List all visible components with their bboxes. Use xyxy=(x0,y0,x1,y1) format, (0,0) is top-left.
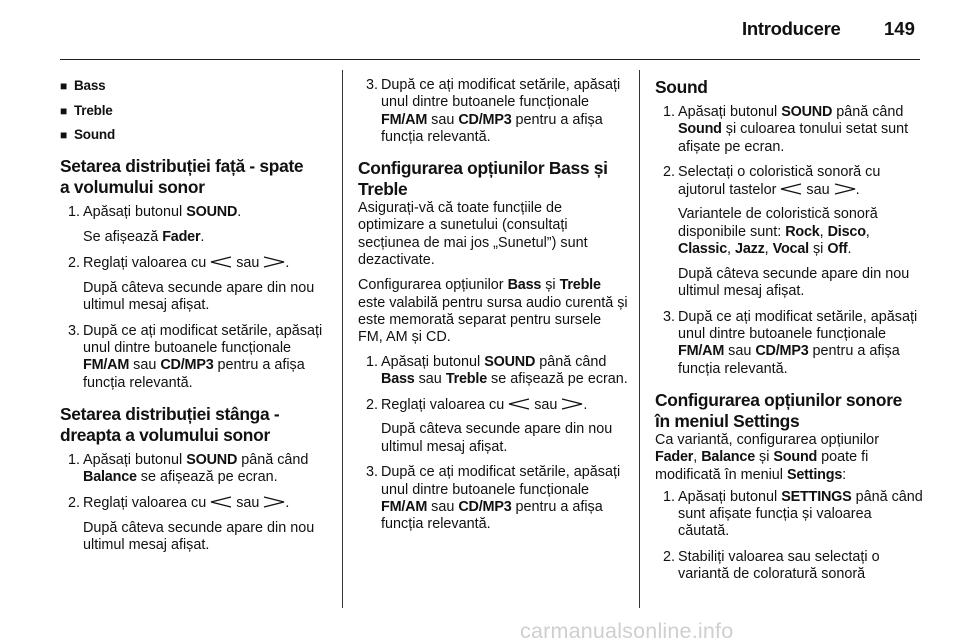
page-number: 149 xyxy=(884,18,915,39)
list-item: 3. După ce ați modificat setările, apăsați unul dintre butoanele funcționale FM/AM sau CD/MP3 pentru a afișa funcția relevantă. xyxy=(366,77,621,145)
column-divider-left xyxy=(342,70,343,608)
list-item: 2. Reglați valoarea cu sau . După câteva secunde apare din nou ultimul mesaj afișat. xyxy=(366,396,613,455)
column-1 xyxy=(60,70,332,563)
column-3 xyxy=(655,70,925,592)
list-item: 1. Apăsați butonul SOUND până când Balance se afișează pe ecran. xyxy=(68,451,309,486)
steps-list xyxy=(358,77,628,146)
arrow-right-icon xyxy=(834,183,856,195)
column-2 xyxy=(358,70,628,542)
arrow-right-icon xyxy=(263,256,285,268)
list-item: 1. Apăsați butonul SOUND până când Bass sau Treble se afișează pe ecran. xyxy=(366,353,628,387)
steps-list xyxy=(60,204,332,391)
header-rule xyxy=(60,59,920,60)
paragraph: Asigurați-vă că toate funcțiile de optimizare a sunetului (consultați secțiunea de mai jos „Sunetul”) sunt dezactivate. xyxy=(358,200,588,269)
section-title-left-right: Setarea distribuției stânga - dreapta a volumului sonor xyxy=(60,403,280,445)
steps-list xyxy=(655,104,925,378)
bullet-item: ■ Sound xyxy=(60,126,332,144)
arrow-left-icon xyxy=(780,183,802,195)
arrow-left-icon xyxy=(210,256,232,268)
steps-list xyxy=(655,489,925,584)
list-item: 3. După ce ați modificat setările, apăsați unul dintre butoanele funcționale FM/AM sau CD/MP3 pentru a afișa funcția relevantă. xyxy=(68,322,323,391)
paragraph: Configurarea opțiunilor Bass și Treble este valabilă pentru sursa audio curentă și este memorată separat pentru sursele FM, AM și CD. xyxy=(358,277,628,346)
bullet-item: ■ Bass xyxy=(60,77,332,95)
watermark: carmanualsonline.info xyxy=(520,619,734,643)
steps-list xyxy=(358,354,628,534)
paragraph: Ca variantă, configurarea opțiunilor Fader, Balance și Sound poate fi modificată în meniul Settings: xyxy=(655,431,879,483)
arrow-right-icon xyxy=(561,398,583,410)
bullet-square-icon: ■ xyxy=(60,79,68,93)
list-item: 3. După ce ați modificat setările, apăsați unul dintre butoanele funcționale FM/AM sau CD/MP3 pentru a afișa funcția relevantă. xyxy=(366,464,621,533)
list-item: 2. Selectați o coloristică sonoră cu ajutorul tastelor sau . Variantele de coloristică sonoră disponibile sunt: Rock, Disco, Classic, Jazz, Vocal și Off. După câteva secunde apare din nou ultimul mesaj afișat. xyxy=(663,164,910,300)
list-item: 2. Reglați valoarea cu sau . După câteva secunde apare din nou ultimul mesaj afișat. xyxy=(68,494,315,554)
section-title-bass-treble: Configurarea opțiunilor Bass și Treble xyxy=(358,158,608,200)
arrow-left-icon xyxy=(508,398,530,410)
section-title-settings-menu: Configurarea opțiunilor sonore în meniul Settings xyxy=(655,389,903,431)
list-item: 1. Apăsați butonul SOUND. Se afișează Fader. xyxy=(68,204,242,246)
list-item: 1. Apăsați butonul SETTINGS până când sunt afișate funcția și valoarea căutată. xyxy=(663,488,923,540)
steps-list xyxy=(60,452,332,554)
bullet-square-icon: ■ xyxy=(60,103,68,118)
arrow-right-icon xyxy=(263,496,285,508)
column-divider-right xyxy=(639,70,640,608)
section-title-sound: Sound xyxy=(655,77,708,97)
section-title-front-rear: Setarea distribuției față - spate a volumului sonor xyxy=(60,156,304,198)
arrow-left-icon xyxy=(210,496,232,508)
bullet-item: ■ Treble xyxy=(60,102,332,120)
bullet-square-icon: ■ xyxy=(60,128,68,143)
list-item: 1. Apăsați butonul SOUND până când Sound și culoarea tonului setat sunt afișate pe ecran. xyxy=(663,104,909,155)
list-item: 3. După ce ați modificat setările, apăsați unul dintre butoanele funcționale FM/AM sau CD/MP3 pentru a afișa funcția relevantă. xyxy=(663,308,918,377)
list-item: 2. Stabiliți valoarea sau selectați o variantă de coloratură sonoră xyxy=(663,549,880,583)
page-header-title: Introducere xyxy=(742,18,841,39)
list-item: 2. Reglați valoarea cu sau . După câteva secunde apare din nou ultimul mesaj afișat. xyxy=(68,254,315,314)
